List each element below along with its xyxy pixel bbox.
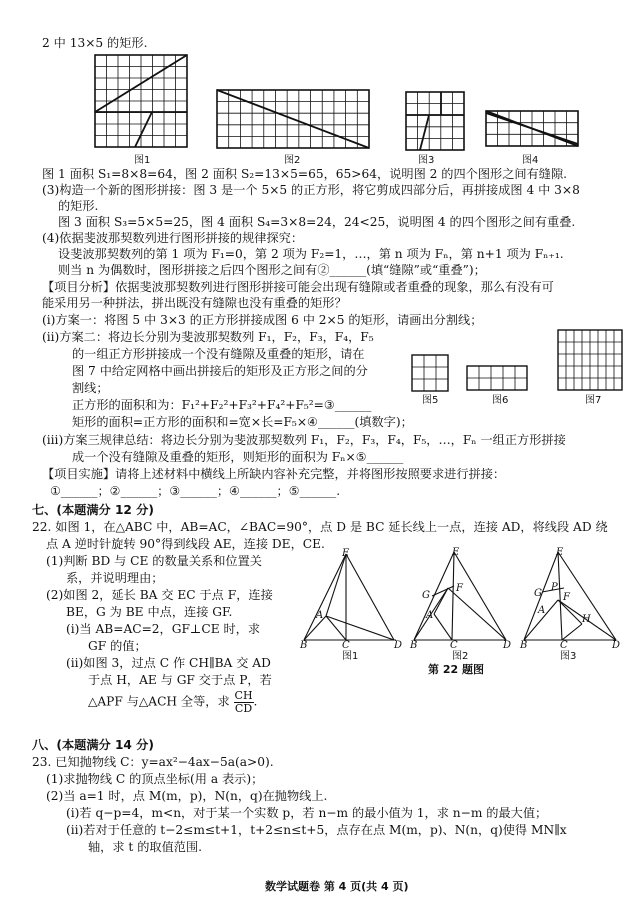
q22-f2-label-e: E [452, 547, 460, 558]
figure-6-grid [467, 366, 527, 390]
text-line: (4)依据斐波那契数列进行图形拼接的规律探究： [42, 231, 304, 245]
text-line: (2)如图 2，延长 BA 交 EC 于点 F，连接 [46, 588, 273, 602]
q22-f2-label-c: C [450, 640, 458, 651]
text-line: GF 的值； [88, 639, 147, 653]
section-8-heading: 八、(本题满分 14 分) [32, 738, 154, 752]
text-line: (3)构造一个新的图形拼接：图 3 是一个 5×5 的正方形，将它剪成四部分后，再拼接成图 4 中 3×8 [42, 183, 580, 197]
figure-4-grid [486, 111, 578, 146]
figure-2-grid [217, 90, 369, 148]
text-line: 的矩形. [58, 199, 99, 213]
text-line: 图 3 面积 S₃=5×5=25，图 4 面积 S₄=3×8=24，24<25，说明图 4 的四个图形之间有重叠. [58, 215, 576, 229]
text-line: 图 7 中给定网格中画出拼接后的矩形及正方形之间的分 [72, 364, 368, 378]
q22-f3-label-a: A [538, 605, 546, 616]
q22-figure-1 [300, 548, 400, 648]
q22-f1-label-d: D [394, 640, 403, 651]
text-line: 的一组正方形拼接成一个没有缝隙及重叠的矩形，请在 [72, 347, 365, 361]
fraction-lead-text: △APF 与△ACH 全等，求 [88, 694, 230, 709]
text-line: 图 1 面积 S₁=8×8=64，图 2 面积 S₂=13×5=65，65>64，说明图 2 的四个图形之间有缝隙. [42, 167, 568, 181]
page-footer: 数学试题卷 第 4 页(共 4 页) [265, 880, 409, 893]
figure-7-caption: 图7 [585, 395, 602, 406]
q22-f1-label-b: B [300, 640, 308, 651]
text-line: 能采用另一种拼法，拼出既没有缝隙也没有重叠的矩形？ [42, 296, 347, 310]
question-22-line: 22. 如图 1，在△ABC 中，AB=AC，∠BAC=90°，点 D 是 BC 延长线上一点，连接 AD，将线段 AD 绕 [32, 520, 608, 534]
section-7-heading: 七、(本题满分 12 分) [32, 503, 154, 517]
project-implementation-line: 【项目实施】请将上述材料中横线上所缺内容补充完整，并将图形按照要求进行拼接： [42, 467, 506, 481]
text-line: 则当 n 为偶数时，图形拼接之后四个图形之间有②______(填“缝隙”或“重叠”)； [58, 263, 486, 277]
q22-f3-label-p: P [551, 582, 558, 593]
figure-7-grid [558, 330, 622, 390]
fraction-ch-cd [234, 690, 254, 714]
text-line: 矩形的面积=正方形的面积和=宽×长=F₅×④______(填数字)； [72, 415, 413, 429]
figure-5-grid [412, 355, 448, 391]
q22-figure-1-caption: 图1 [342, 651, 359, 662]
text-line: 点 A 逆时针旋转 90°得到线段 AE，连接 DE，CE. [46, 537, 325, 551]
text-line: (i)若 q−p=4，m<n，对于某一个实数 p，若 n−m 的最小值为 1，求 n−m 的最大值； [66, 806, 548, 820]
text-line: (ii)方案二：将边长分别为斐波那契数列 F₁，F₂，F₃，F₄，F₅ [42, 330, 374, 344]
figure-6-caption: 图6 [492, 395, 509, 406]
q22-figure-caption: 第 22 题图 [428, 663, 484, 676]
text-line: (i)当 AB=AC=2，GF⊥CE 时，求 [66, 622, 261, 636]
figure-5-caption: 图5 [422, 395, 439, 406]
q22-f3-label-d: D [612, 640, 621, 651]
figure-1-caption: 图1 [134, 155, 151, 166]
question-23-line: 23. 已知抛物线 C：y=ax²−4ax−5a(a>0). [32, 755, 274, 769]
figure-4-caption: 图4 [522, 155, 539, 166]
q22-f1-label-a: A [316, 610, 324, 621]
q22-f2-label-g: G [422, 590, 430, 601]
text-line: (1)求抛物线 C 的顶点坐标(用 a 表示)； [46, 772, 264, 786]
text-line: (ii)如图 3，过点 C 作 CH∥BA 交 AD [66, 656, 271, 670]
q22-f3-label-h: H [582, 614, 591, 625]
project-analysis-line: 【项目分析】依据斐波那契数列进行图形拼接可能会出现有缝隙或者重叠的现象，那么有没有可 [42, 280, 554, 294]
q22-f3-label-c: C [560, 640, 568, 651]
figure-1-grid [95, 55, 187, 147]
text-line: 系，并说明理由； [66, 571, 164, 585]
q22-f2-label-a: A [426, 610, 434, 621]
text-line: (iii)方案三规律总结：将边长分别为斐波那契数列 F₁，F₂，F₃，F₄，F₅，…，Fₙ 一组正方形拼接 [42, 433, 566, 447]
text-line: 成一个没有缝隙及重叠的矩形，则矩形的面积为 Fₙ×⑤______ [72, 450, 404, 464]
fraction-numerator: CH [234, 689, 253, 702]
text-line: 于点 H，AE 与 GF 交于点 P，若 [88, 673, 272, 687]
text-line: △APF 与△ACH 全等，求 $\frac{CH}{CD}$ . [88, 689, 258, 715]
text-line: 2 中 13×5 的矩形. [42, 36, 148, 50]
text-line: 割线； [72, 381, 109, 395]
figure-3-caption: 图3 [418, 155, 435, 166]
q22-figure-3-caption: 图3 [560, 651, 577, 662]
text-line: (1)判断 BD 与 CE 的数量关系和位置关 [46, 554, 262, 568]
q22-f2-label-b: B [410, 640, 418, 651]
text-line: 正方形的面积和为：F₁²+F₂²+F₃²+F₄²+F₅²=③______ [72, 398, 372, 412]
q22-f2-label-d: D [503, 640, 512, 651]
figure-2-caption: 图2 [284, 155, 301, 166]
text-line: 轴，求 t 的取值范围. [88, 840, 203, 854]
q22-f3-label-e: E [556, 547, 564, 558]
text-line: (ii)若对于任意的 t−2≤m≤t+1，t+2≤n≤t+5，点存在点 M(m，p)、N(n，q)使得 MN∥x [66, 823, 567, 837]
q22-figure-2-caption: 图2 [452, 651, 469, 662]
q22-f1-label-e: E [342, 548, 350, 559]
text-line: (i)方案一：将图 5 中 3×3 的正方形拼接成图 6 中 2×5 的矩形，请画出分割线； [42, 313, 483, 327]
text-line: (2)当 a=1 时，点 M(m，p)，N(n，q)在抛物线上. [46, 789, 328, 803]
answer-blanks-line: ①______；②______；③______；④______；⑤______. [50, 484, 341, 498]
fraction-denominator: CD [234, 701, 253, 715]
q22-f2-label-f: F [456, 583, 463, 594]
q22-f1-label-c: C [342, 640, 350, 651]
figure-3-grid [406, 92, 464, 150]
q22-f3-label-b: B [520, 640, 528, 651]
q22-f3-label-f: F [563, 592, 570, 603]
text-line: BE，G 为 BE 中点，连接 GF. [66, 605, 233, 619]
q22-f3-label-g: G [534, 588, 542, 599]
text-line: 设斐波那契数列的第 1 项为 F₁=0，第 2 项为 F₂=1，…，第 n 项为 Fₙ，第 n+1 项为 Fₙ₊₁. [58, 247, 564, 261]
